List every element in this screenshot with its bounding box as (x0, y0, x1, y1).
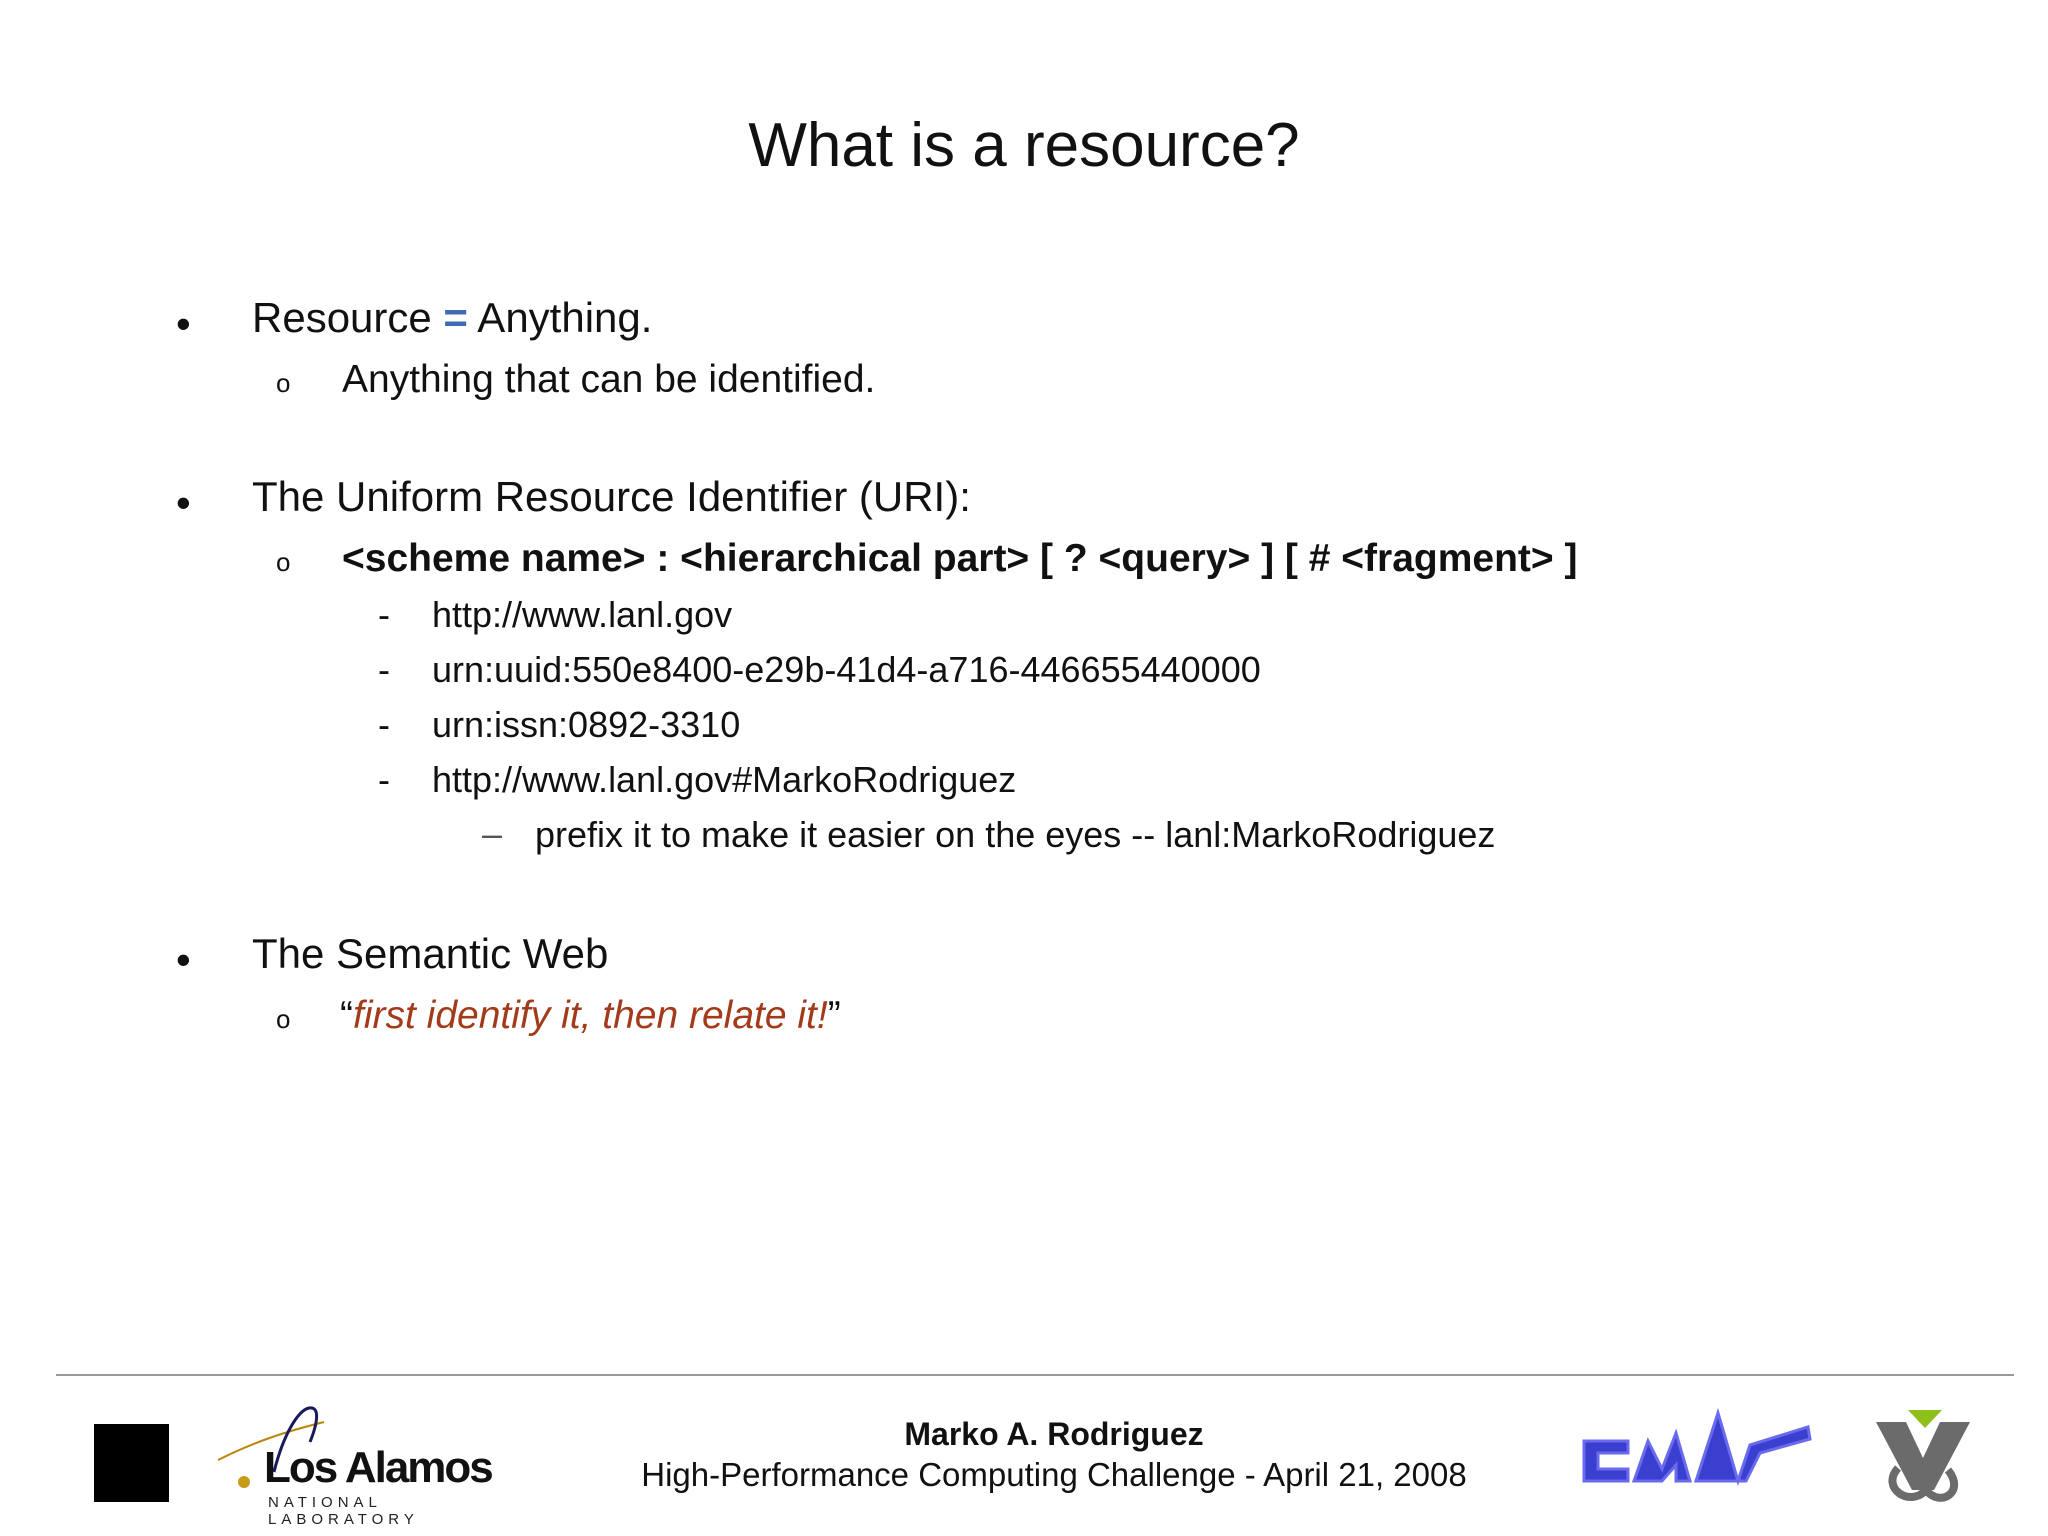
sub-bullet-marker: o (276, 1004, 291, 1034)
lanl-wordmark: Los Alamos (264, 1443, 492, 1492)
bullet-semantic-web: The Semantic Web (252, 930, 609, 977)
quote-text: first identify it, then relate it! (353, 994, 828, 1037)
sub-bullet-anything: Anything that can be identified. (342, 358, 876, 401)
bullet-marker: • (176, 300, 191, 347)
en-dash-marker: – (482, 813, 503, 854)
bullet-resource-before: Resource (252, 294, 444, 341)
semantic-web-quote (340, 994, 841, 1038)
dash-marker: - (378, 649, 390, 690)
quote-close: ” (827, 994, 841, 1037)
uri-example: urn:issn:0892-3310 (432, 704, 741, 745)
bullet-resource-after: Anything. (467, 294, 653, 341)
footer-author: Marko A. Rodriguez (904, 1416, 1204, 1452)
slide-title: What is a resource? (748, 111, 1300, 180)
quote-open: “ (340, 994, 353, 1037)
bullet-uri: The Uniform Resource Identifier (URI): (252, 473, 971, 520)
uri-example: urn:uuid:550e8400-e29b-41d4-a716-446655440000 (432, 649, 1261, 690)
prefix-note: prefix it to make it easier on the eyes -- lanl:MarkoRodriguez (535, 814, 1496, 855)
dash-marker: - (378, 594, 390, 635)
dash-marker: - (378, 704, 390, 745)
footer-event: High-Performance Computing Challenge - April 21, 2008 (641, 1456, 1467, 1493)
sub-bullet-marker: o (276, 547, 291, 577)
equals-sign: = (443, 294, 468, 341)
uri-example: http://www.lanl.gov#MarkoRodriguez (432, 759, 1017, 800)
bullet-marker: • (176, 479, 191, 526)
uri-example: http://www.lanl.gov (432, 594, 733, 635)
sub-bullet-marker: o (276, 368, 291, 398)
lanl-subtitle: NATIONAL LABORATORY (268, 1494, 419, 1528)
footer-divider (56, 1374, 2014, 1376)
cwi-logo-icon (1578, 1405, 1818, 1491)
dash-marker: - (378, 759, 390, 800)
uri-syntax: <scheme name> : <hierarchical part> [ ? <query> ] [ # <fragment> ] (342, 537, 1578, 580)
bullet-marker: • (176, 936, 191, 983)
vub-logo-icon (1870, 1408, 1976, 1512)
bullet-resource (252, 294, 652, 342)
